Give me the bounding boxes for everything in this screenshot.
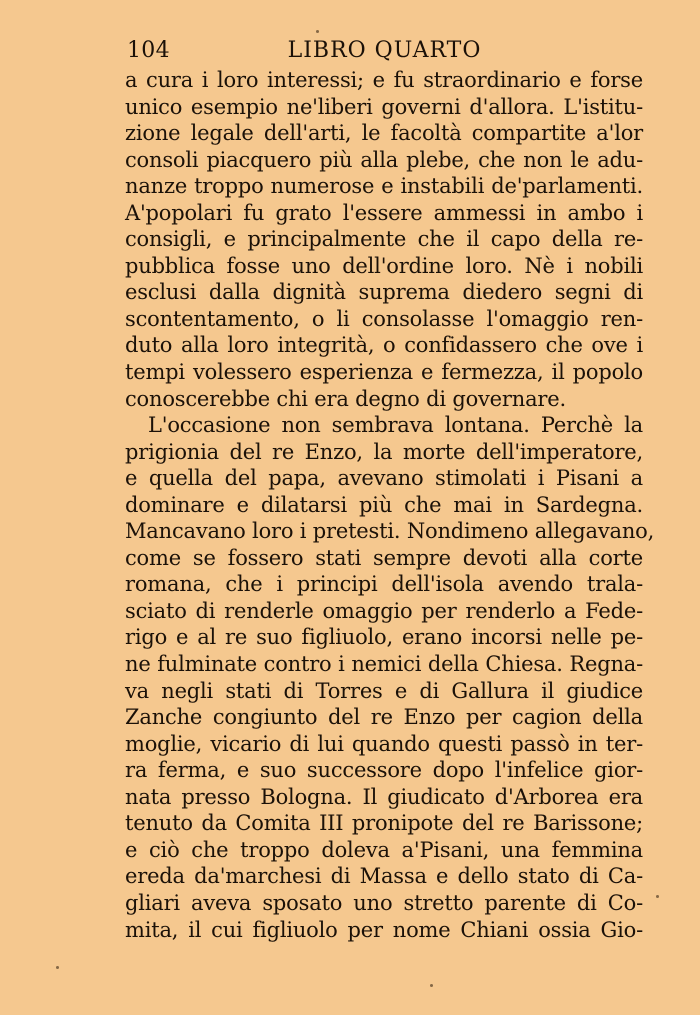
page-number: 104 — [127, 38, 170, 63]
text-line: gliari aveva sposato uno stretto parente di Co- — [125, 890, 643, 915]
text-line: unico esempio ne'liberi governi d'allora. L'istitu- — [125, 94, 643, 119]
text-line: ereda da'marchesi di Massa e dello stato di Ca- — [125, 864, 643, 889]
text-line: rigo e al re suo figliuolo, erano incorsi nelle pe- — [125, 625, 643, 650]
paper-speck — [56, 966, 59, 969]
text-line: consigli, e principalmente che il capo della re- — [125, 227, 643, 252]
text-line: moglie, vicario di lui quando questi passò in ter- — [125, 731, 643, 756]
text-line: va negli stati di Torres e di Gallura il giudice — [125, 678, 643, 703]
text-line: tenuto da Comita III pronipote del re Barissone; — [125, 811, 643, 836]
text-line: a cura i loro interessi; e fu straordinario e forse — [125, 68, 643, 92]
text-line: mita, il cui figliuolo per nome Chiani ossia Gio- — [125, 917, 643, 942]
paragraph-start-line: L'occasione non sembrava lontana. Perchè la — [148, 413, 643, 438]
text-line: nata presso Bologna. Il giudicato d'Arborea era — [125, 784, 643, 809]
text-line: esclusi dalla dignità suprema diedero segni di — [125, 280, 643, 305]
text-line: e ciò che troppo doleva a'Pisani, una femmina — [125, 837, 643, 862]
text-line: prigionia del re Enzo, la morte dell'imperatore, — [125, 439, 643, 464]
text-line: nanze troppo numerose e instabili de'parlamenti. — [125, 174, 643, 199]
text-line: pubblica fosse uno dell'ordine loro. Nè i nobili — [125, 253, 643, 278]
body-text — [125, 67, 655, 943]
paper-speck — [430, 984, 433, 987]
text-line: scontentamento, o li consolasse l'omaggio ren- — [125, 306, 643, 331]
text-line: e quella del papa, avevano stimolati i Pisani a — [125, 466, 643, 491]
page-header — [127, 38, 642, 68]
text-line: come se fossero stati sempre devoti alla corte — [125, 545, 643, 570]
text-line: A'popolari fu grato l'essere ammessi in ambo i — [125, 200, 643, 225]
text-line: sciato di renderle omaggio per renderlo a Fede- — [125, 598, 643, 623]
text-line: Zanche congiunto del re Enzo per cagion della — [125, 705, 643, 730]
text-line: zione legale dell'arti, le facoltà compartite a'lor — [125, 121, 643, 146]
text-line: consoli piacquero più alla plebe, che non le adu- — [125, 147, 643, 172]
text-line: ra ferma, e suo successore dopo l'infelice gior- — [125, 758, 643, 783]
running-title: LIBRO QUARTO — [287, 38, 482, 63]
paper-speck — [656, 895, 659, 898]
text-line: tempi volessero esperienza e fermezza, il popolo — [125, 360, 643, 385]
paper-speck — [316, 30, 319, 33]
text-line: duto alla loro integrità, o confidassero che ove i — [125, 333, 643, 358]
text-line: romana, che i principi dell'isola avendo trala- — [125, 572, 643, 597]
text-line: dominare e dilatarsi più che mai in Sardegna. — [125, 492, 643, 517]
paragraph-end-line: conoscerebbe chi era degno di governare. — [125, 386, 566, 411]
text-line: Mancavano loro i pretesti. Nondimeno allegavano, — [125, 519, 655, 544]
text-line: ne fulminate contro i nemici della Chiesa. Regna- — [125, 652, 643, 677]
